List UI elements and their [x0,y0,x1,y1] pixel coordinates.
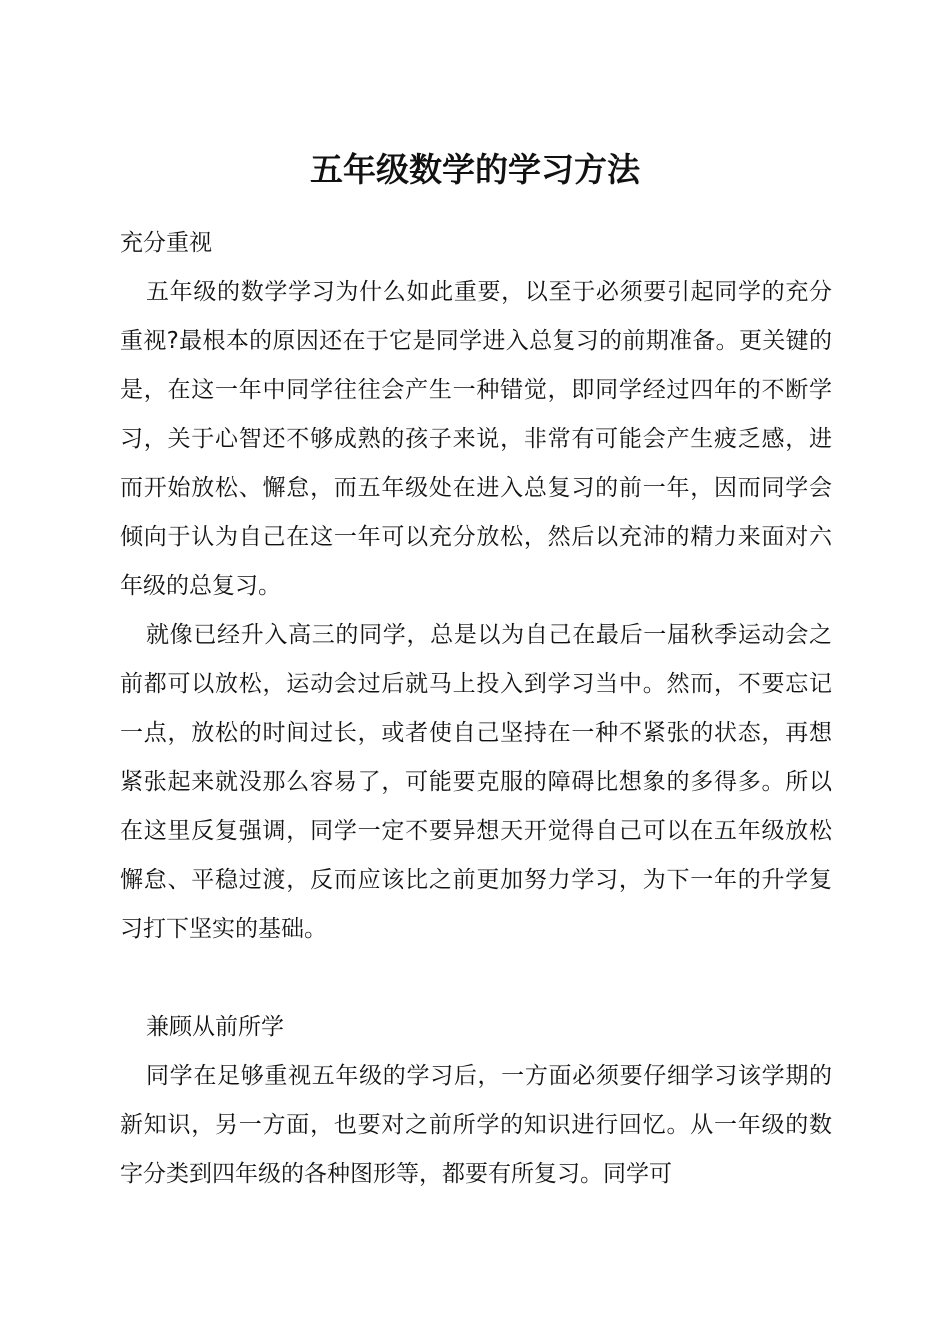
section-heading-review: 兼顾从前所学 [146,1014,284,1040]
document-title: 五年级数学的学习方法 [310,150,640,189]
paragraph-analogy: 就像已经升入高三的同学，总是以为自己在最后一届秋季运动会之前都可以放松，运动会过后就马上投入到学习当中。然而，不要忘记一点，放松的时间过长，或者使自己坚持在一种不紧张的状态，再想紧张起来就没那么容易了，可能要克服的障碍比想象的多得多。所以在这里反复强调，同学一定不要异想天开觉得自己可以在五年级放松懈怠、平稳过渡，反而应该比之前更加努力学习，为下一年的升学复习打下坚实的基础。 [120,622,832,942]
paragraph-importance: 五年级的数学学习为什么如此重要，以至于必须要引起同学的充分重视?最根本的原因还在于它是同学进入总复习的前期准备。更关键的是，在这一年中同学往往会产生一种错觉，即同学经过四年的不断学习，关于心智还不够成熟的孩子来说，非常有可能会产生疲乏感，进而开始放松、懈怠，而五年级处在进入总复习的前一年，因而同学会倾向于认为自己在这一年可以充分放松，然后以充沛的精力来面对六年级的总复习。 [120,279,832,599]
paragraph-review: 同学在足够重视五年级的学习后，一方面必须要仔细学习该学期的新知识，另一方面，也要对之前所学的知识进行回忆。从一年级的数字分类到四年级的各种图形等，都要有所复习。同学可 [120,1063,832,1187]
section-heading-emphasis: 充分重视 [120,230,212,256]
document-body [120,219,832,1199]
section-spacer [120,954,832,1003]
